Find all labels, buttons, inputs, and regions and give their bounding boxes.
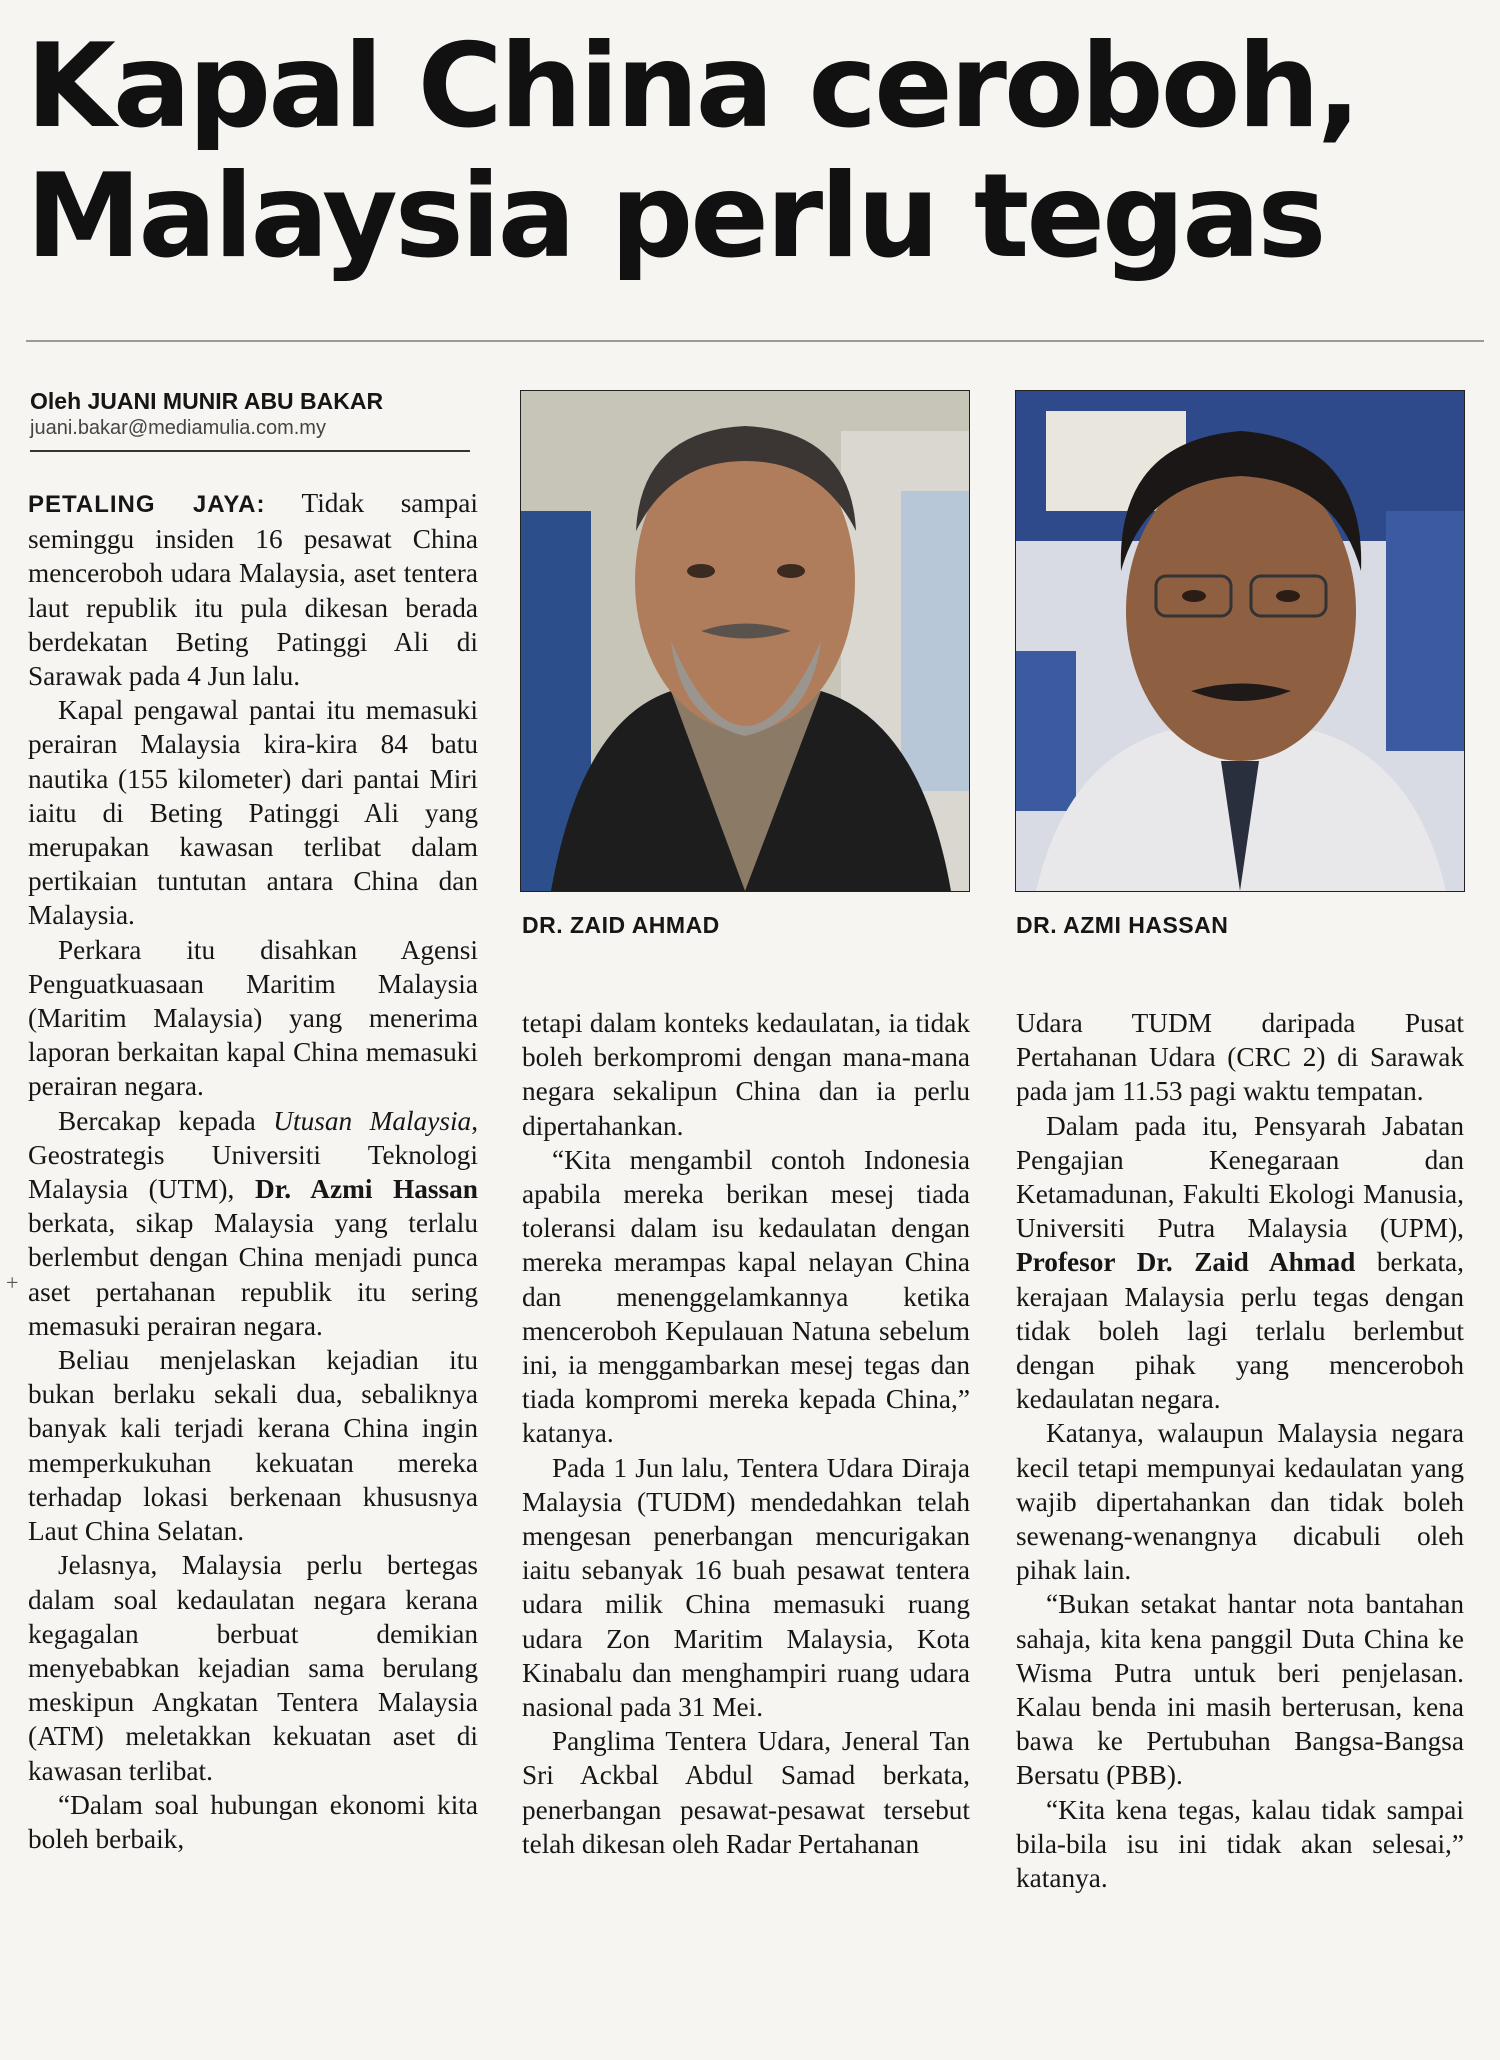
byline-rule — [30, 450, 470, 452]
text: Dalam pada itu, Pensyarah Jabatan Pengajian Kenegaraan dan Ketamadunan, Fakulti Ekologi Manusia, Universiti Putra Malaysia (UPM), — [1016, 1110, 1464, 1244]
dateline: PETALING JAYA: — [28, 491, 266, 518]
paragraph: Kapal pengawal pantai itu memasuki perairan Malaysia kira-kira 84 batu nautika (155 kilometer) dari pantai Miri iaitu di Beting Patinggi Ali yang merupakan kawasan terlibat dalam pertikaian tuntutan antara China dan Malaysia. — [28, 695, 478, 931]
byline-email: juani.bakar@mediamulia.com.my — [30, 417, 326, 439]
photo-zaid-ahmad — [520, 390, 970, 892]
portrait-azmi-hassan — [1016, 391, 1464, 891]
headline-line-2: Malaysia perlu tegas — [26, 148, 1324, 284]
caption-zaid-ahmad: DR. ZAID AHMAD — [522, 912, 720, 938]
article-column-3 — [1016, 1006, 1464, 1895]
paragraph: Jelasnya, Malaysia perlu bertegas dalam soal kedaulatan negara kerana kegagalan berbuat demikian menyebabkan kejadian sama berulang meskipun Angkatan Tentera Malaysia (ATM) meletakkan kekuatan aset di kawasan terlibat. — [28, 1550, 478, 1786]
paragraph — [28, 1104, 478, 1343]
person-name: Profesor Dr. Zaid Ahmad — [1016, 1247, 1356, 1278]
publication-name: Utusan Malaysia — [273, 1105, 472, 1136]
text: berkata, kerajaan Malaysia perlu tegas dengan tidak boleh lagi terlalu berlembut dengan pihak yang menceroboh kedaulatan negara. — [1016, 1247, 1464, 1415]
article-column-1 — [28, 486, 478, 1856]
text: Tidak sampai seminggu insiden 16 pesawat China menceroboh udara Malaysia, aset tentera laut republik itu pula dikesan berada berdekatan Beting Patinggi Ali di Sarawak pada 4 Jun lalu. — [28, 488, 479, 692]
headline-line-1: Kapal China ceroboh, — [26, 19, 1359, 154]
paragraph: Udara TUDM daripada Pusat Pertahanan Udara (CRC 2) di Sarawak pada jam 11.53 pagi waktu tempatan. — [1016, 1008, 1464, 1107]
paragraph: “Kita mengambil contoh Indonesia apabila mereka berikan mesej tiada toleransi dalam isu kedaulatan dengan mereka merampas kapal nelayan China dan menenggelamkannya ketika menceroboh Kepulauan Natuna sebelum ini, ia menggambarkan mesej tegas dan tiada kompromi mereka kepada China,” katanya. — [522, 1144, 970, 1449]
photo-azmi-hassan — [1015, 390, 1465, 892]
margin-mark: + — [6, 1270, 19, 1295]
paragraph: Katanya, walaupun Malaysia negara kecil tetapi mempunyai kedaulatan yang wajib dipertahankan dan tidak boleh sewenang-wenangnya dicabuli oleh pihak lain. — [1016, 1418, 1464, 1586]
text: , Geostrategis Universiti Teknologi Malaysia (UTM), — [28, 1105, 479, 1205]
caption-azmi-hassan: DR. AZMI HASSAN — [1016, 912, 1229, 938]
text: berkata, sikap Malaysia yang terlalu berlembut dengan China menjadi punca aset pertahanan republik itu sering memasuki perairan negara. — [28, 1208, 478, 1341]
byline — [30, 388, 470, 452]
paragraph: tetapi dalam konteks kedaulatan, ia tidak boleh berkompromi dengan mana-mana negara sekalipun China dan ia perlu dipertahankan. — [522, 1008, 970, 1141]
paragraph: “Dalam soal hubungan ekonomi kita boleh berbaik, — [28, 1789, 478, 1854]
headline-rule — [26, 340, 1484, 342]
headline — [26, 19, 1466, 284]
paragraph — [1016, 1109, 1464, 1417]
portrait-zaid-ahmad — [521, 391, 969, 891]
paragraph: Pada 1 Jun lalu, Tentera Udara Diraja Malaysia (TUDM) mendedahkan telah mengesan penerbangan mencurigakan iaitu sebanyak 16 buah pesawat tentera udara milik China memasuki ruang udara Zon Maritim Malaysia, Kota Kinabalu dan menghampiri ruang udara nasional pada 31 Mei. — [522, 1452, 970, 1723]
paragraph: Panglima Tentera Udara, Jeneral Tan Sri Ackbal Abdul Samad berkata, penerbangan pesawat-pesawat tersebut telah dikesan oleh Radar Pertahanan — [522, 1726, 970, 1859]
paragraph: “Bukan setakat hantar nota bantahan sahaja, kita kena panggil Duta China ke Wisma Putra untuk beri penjelasan. Kalau benda ini masih berterusan, kena bawa ke Pertubuhan Bangsa-Bangsa Bersatu (PBB). — [1016, 1589, 1464, 1791]
text: Bercakap kepada — [58, 1105, 274, 1136]
article-column-2 — [522, 1006, 970, 1861]
paragraph: “Kita kena tegas, kalau tidak sampai bila-bila isu ini tidak akan selesai,” katanya. — [1016, 1794, 1464, 1894]
person-name: Dr. Azmi Hassan — [254, 1174, 478, 1205]
paragraph: Beliau menjelaskan kejadian itu bukan berlaku sekali dua, sebaliknya banyak kali terjadi kerana China ingin memperkukuhan kekuatan mereka terhadap lokasi berkenaan khususnya Laut China Selatan. — [28, 1345, 478, 1547]
paragraph — [28, 486, 478, 693]
byline-author: Oleh JUANI MUNIR ABU BAKAR — [30, 388, 384, 414]
paragraph: Perkara itu disahkan Agensi Penguatkuasaan Maritim Malaysia (Maritim Malaysia) yang menerima laporan berkaitan kapal China memasuki perairan negara. — [28, 934, 478, 1102]
